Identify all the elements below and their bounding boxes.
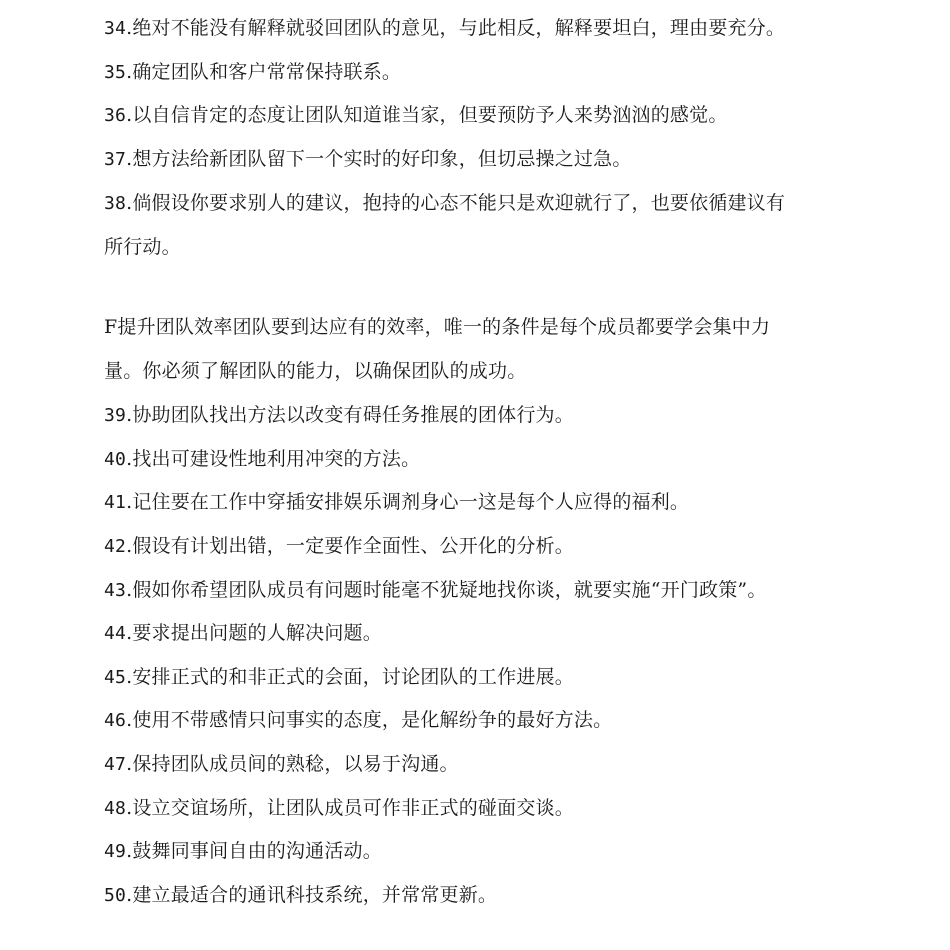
- item-number: 43: [104, 580, 127, 601]
- list-item-49: [104, 839, 864, 864]
- item-text: .设立交谊场所，让团队成员可作非正式的碰面交谈。: [126, 797, 574, 819]
- item-number: 49: [104, 841, 127, 862]
- list-item-41: [104, 490, 864, 515]
- item-number: 44: [104, 623, 127, 644]
- list-item-47: [104, 752, 864, 777]
- section-f-heading: F提升团队效率团队要到达应有的效率，唯一的条件是每个成员都要学会集中力: [104, 316, 771, 338]
- item-number: 35: [104, 62, 127, 83]
- item-text: .假如你希望团队成员有问题时能毫不犹疑地找你谈，就要实施“开门政策”。: [126, 579, 767, 601]
- item-text: .协助团队找出方法以改变有碍任务推展的团体行为。: [126, 404, 574, 426]
- list-item-35: [104, 60, 864, 85]
- item-text: .假设有计划出错，一定要作全面性、公开化的分析。: [126, 535, 574, 557]
- list-item-38-continuation: 所行动。: [104, 236, 181, 258]
- list-item-45: [104, 665, 864, 690]
- item-number: 38: [104, 193, 127, 214]
- list-item-50: [104, 883, 864, 908]
- item-text: .使用不带感情只问事实的态度，是化解纷争的最好方法。: [126, 709, 613, 731]
- item-number: 42: [104, 536, 127, 557]
- item-text: .建立最适合的通讯科技系统，并常常更新。: [126, 884, 498, 906]
- item-text: .想方法给新团队留下一个实时的好印象，但切忌操之过急。: [126, 148, 632, 170]
- item-text: .鼓舞同事间自由的沟通活动。: [126, 840, 382, 862]
- item-number: 45: [104, 667, 127, 688]
- item-number: 36: [104, 105, 127, 126]
- item-text: .找出可建设性地利用冲突的方法。: [126, 448, 421, 470]
- item-number: 41: [104, 492, 127, 513]
- item-number: 46: [104, 710, 127, 731]
- item-number: 50: [104, 885, 127, 906]
- item-text: .安排正式的和非正式的会面，讨论团队的工作进展。: [126, 666, 574, 688]
- item-text: .保持团队成员间的熟稔，以易于沟通。: [126, 753, 459, 775]
- list-item-39: [104, 403, 864, 428]
- item-text: .绝对不能没有解释就驳回团队的意见，与此相反，解释要坦白，理由要充分。: [126, 17, 786, 39]
- list-item-46: [104, 708, 864, 733]
- list-item-36: [104, 103, 864, 128]
- item-text: .记住要在工作中穿插安排娱乐调剂身心一这是每个人应得的福利。: [126, 491, 690, 513]
- item-number: 34: [104, 18, 127, 39]
- list-item-42: [104, 534, 864, 559]
- list-item-38: [104, 191, 864, 216]
- list-item-40: [104, 447, 864, 472]
- list-item-34: [104, 16, 864, 41]
- item-text: .倘假设你要求别人的建议，抱持的心态不能只是欢迎就行了，也要依循建议有: [126, 192, 786, 214]
- item-text: .以自信肯定的态度让团队知道谁当家，但要预防予人来势汹汹的感觉。: [126, 104, 728, 126]
- item-number: 39: [104, 405, 127, 426]
- section-f-body: 量。你必须了解团队的能力，以确保团队的成功。: [104, 360, 527, 382]
- item-number: 37: [104, 149, 127, 170]
- list-item-43: [104, 578, 864, 603]
- list-item-44: [104, 621, 864, 646]
- list-item-37: [104, 147, 864, 172]
- item-number: 40: [104, 449, 127, 470]
- item-text: .确定团队和客户常常保持联系。: [126, 61, 402, 83]
- item-number: 47: [104, 754, 127, 775]
- item-number: 48: [104, 798, 127, 819]
- list-item-48: [104, 796, 864, 821]
- item-text: .要求提出问题的人解决问题。: [126, 622, 382, 644]
